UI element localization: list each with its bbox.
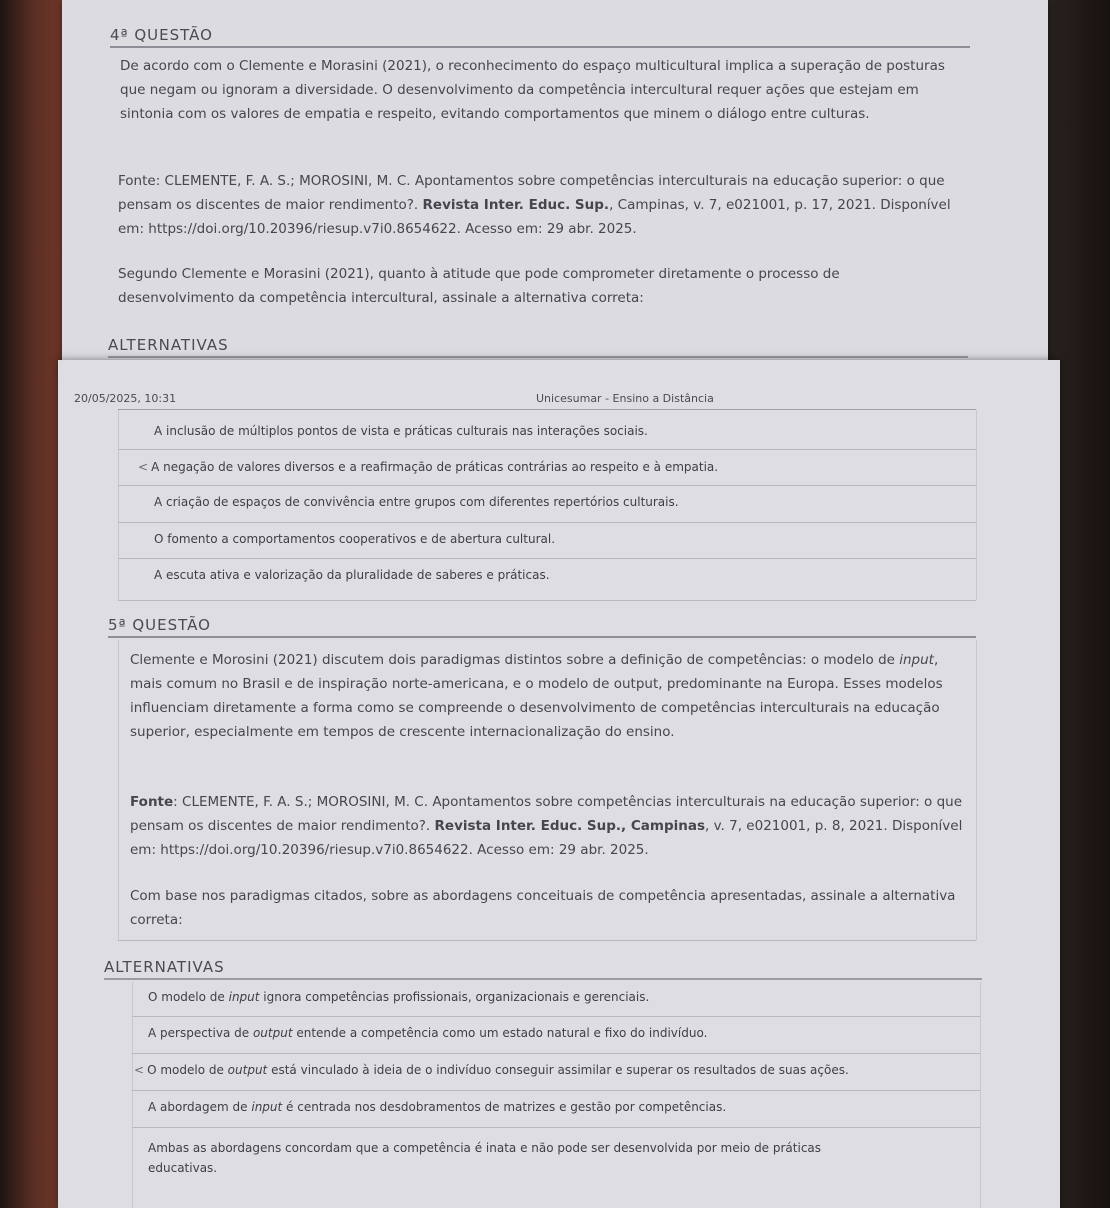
header-rule: [118, 409, 976, 410]
option-divider: [132, 1090, 980, 1091]
question-4-source-tail: , Campinas, v. 7, e021001, p. 17, 2021. Disponível em: https://doi.org/10.20396/riesup.v7i0.8654622. Acesso em: 29 abr. 2025.: [118, 197, 951, 237]
selected-marker-icon: <: [138, 460, 149, 474]
question-5-prompt: Com base nos paradigmas citados, sobre as abordagens conceituais de competência apresentadas, assinale a alternativa correta:: [130, 888, 956, 928]
q4-option-3-text: A criação de espaços de convivência entre grupos com diferentes repertórios culturais.: [154, 495, 679, 509]
q4-option-5[interactable]: [154, 568, 550, 582]
question-4-alternatives-heading: [108, 336, 968, 358]
question-5-source-label: Fonte: [130, 794, 174, 810]
question-4-journal: Revista Inter. Educ. Sup.: [422, 197, 610, 213]
statement-bottom-rule: [118, 940, 976, 941]
statement-box-right: [976, 640, 977, 940]
q4-option-2-text: A negação de valores diversos e a reafirmação de práticas contrárias ao respeito e à empatia.: [151, 460, 719, 474]
question-5-statement: [130, 648, 960, 744]
q4-option-2[interactable]: [138, 460, 718, 474]
question-5-input-term: input: [899, 652, 934, 668]
q5-option-3-text-a: O modelo de: [147, 1063, 228, 1077]
question-5-heading-text: 5ª QUESTÃO: [108, 616, 211, 634]
page-printed: [58, 360, 1060, 1208]
option-divider: [118, 449, 976, 450]
statement-box-left: [118, 640, 119, 940]
q5-option-3-term: output: [227, 1063, 268, 1077]
q5-option-2-text-b: entende a competência como um estado natural e fixo do indivíduo.: [292, 1026, 708, 1040]
question-4-statement: De acordo com o Clemente e Morasini (2021), o reconhecimento do espaço multicultural implica a superação de posturas que negam ou ignoram a diversidade. O desenvolvimento da competência intercultural requer ações que estejam em sintonia com os valores de empatia e respeito, evitando comportamentos que minem o diálogo entre culturas.: [120, 58, 945, 122]
options-box-right: [980, 982, 981, 1208]
q4-option-4-text: O fomento a comportamentos cooperativos e de abertura cultural.: [154, 532, 556, 546]
question-4-source-text: Fonte: CLEMENTE, F. A. S.; MOROSINI, M. C. Apontamentos sobre competências interculturais na educação superior: o que pensam os discentes de maior rendimento?.: [118, 173, 945, 213]
option-divider: [118, 485, 976, 486]
q5-option-1[interactable]: [148, 990, 649, 1004]
q5-option-2[interactable]: [148, 1026, 707, 1040]
question-5-source-text: : CLEMENTE, F. A. S.; MOROSINI, M. C. Apontamentos sobre competências interculturais na educação superior: o que pensam os discentes de maior rendimento?.: [130, 794, 963, 834]
print-title: Unicesumar - Ensino a Distância: [536, 392, 714, 405]
selected-marker-icon: <: [134, 1063, 145, 1077]
option-divider: [132, 1016, 980, 1017]
q5-option-5[interactable]: [148, 1138, 821, 1178]
q5-option-1-text-b: ignora competências profissionais, organizacionais e gerenciais.: [259, 990, 650, 1004]
q5-option-1-text-a: O modelo de: [148, 990, 229, 1004]
question-4-source: [118, 169, 958, 241]
q5-option-4[interactable]: [148, 1100, 726, 1114]
options-box-left: [118, 410, 119, 600]
option-divider: [132, 1053, 980, 1054]
q5-option-2-term: output: [252, 1026, 293, 1040]
question-5-alternatives-heading-text: ALTERNATIVAS: [104, 958, 225, 976]
q4-option-3[interactable]: [154, 495, 679, 509]
question-5-journal: Revista Inter. Educ. Sup., Campinas: [434, 818, 706, 834]
q5-option-1-term: input: [228, 990, 260, 1004]
question-5-heading: [108, 616, 976, 638]
page-question-4: [62, 0, 1048, 372]
option-divider: [118, 558, 976, 559]
q5-option-4-text-b: é centrada nos desdobramentos de matrizes e gestão por competências.: [282, 1100, 727, 1114]
question-5-alternatives-heading: [104, 958, 982, 980]
question-5-statement-a: Clemente e Morosini (2021) discutem dois paradigmas distintos sobre a definição de competências: o modelo de: [130, 652, 900, 668]
q4-option-4[interactable]: [154, 532, 555, 546]
q5-option-5-line-2: educativas.: [148, 1161, 218, 1175]
q5-option-3[interactable]: [134, 1063, 849, 1077]
question-5-statement-b: , mais comum no Brasil e de inspiração norte-americana, e o modelo de output, predominante na Europa. Esses modelos influenciam diretamente a forma como se compreende o desenvolvimento de competências interculturais na educação superior, especialmente em tempos de crescente internacionalização do ensino.: [130, 652, 943, 740]
q5-option-3-text-b: está vinculado à ideia de o indivíduo conseguir assimilar e superar os resultados de suas ações.: [267, 1063, 849, 1077]
q5-option-4-text-a: A abordagem de: [148, 1100, 252, 1114]
q5-option-5-line-1: Ambas as abordagens concordam que a competência é inata e não pode ser desenvolvida por meio de práticas: [148, 1141, 822, 1155]
print-date: 20/05/2025, 10:31: [74, 392, 177, 405]
question-4-heading: [110, 26, 970, 48]
q5-option-2-text-a: A perspectiva de: [148, 1026, 253, 1040]
q4-option-1[interactable]: [154, 424, 648, 438]
question-4-alternatives-heading-text: ALTERNATIVAS: [108, 336, 229, 354]
q4-option-5-text: A escuta ativa e valorização da pluralidade de saberes e práticas.: [154, 568, 550, 582]
question-5-source-tail: , v. 7, e021001, p. 8, 2021. Disponível em: https://doi.org/10.20396/riesup.v7i0.8654622. Acesso em: 29 abr. 2025.: [130, 818, 963, 858]
question-4-prompt: Segundo Clemente e Morasini (2021), quanto à atitude que pode comprometer diretamente o processo de desenvolvimento da competência intercultural, assinale a alternativa correta:: [118, 266, 840, 306]
q4-option-1-text: A inclusão de múltiplos pontos de vista e práticas culturais nas interações sociais.: [154, 424, 648, 438]
option-divider: [132, 1127, 980, 1128]
question-4-heading-text: 4ª QUESTÃO: [110, 26, 213, 44]
question-5-source: [130, 790, 965, 862]
options-box-right: [976, 410, 977, 600]
q5-option-4-term: input: [251, 1100, 283, 1114]
option-divider: [118, 522, 976, 523]
option-divider: [118, 600, 976, 601]
